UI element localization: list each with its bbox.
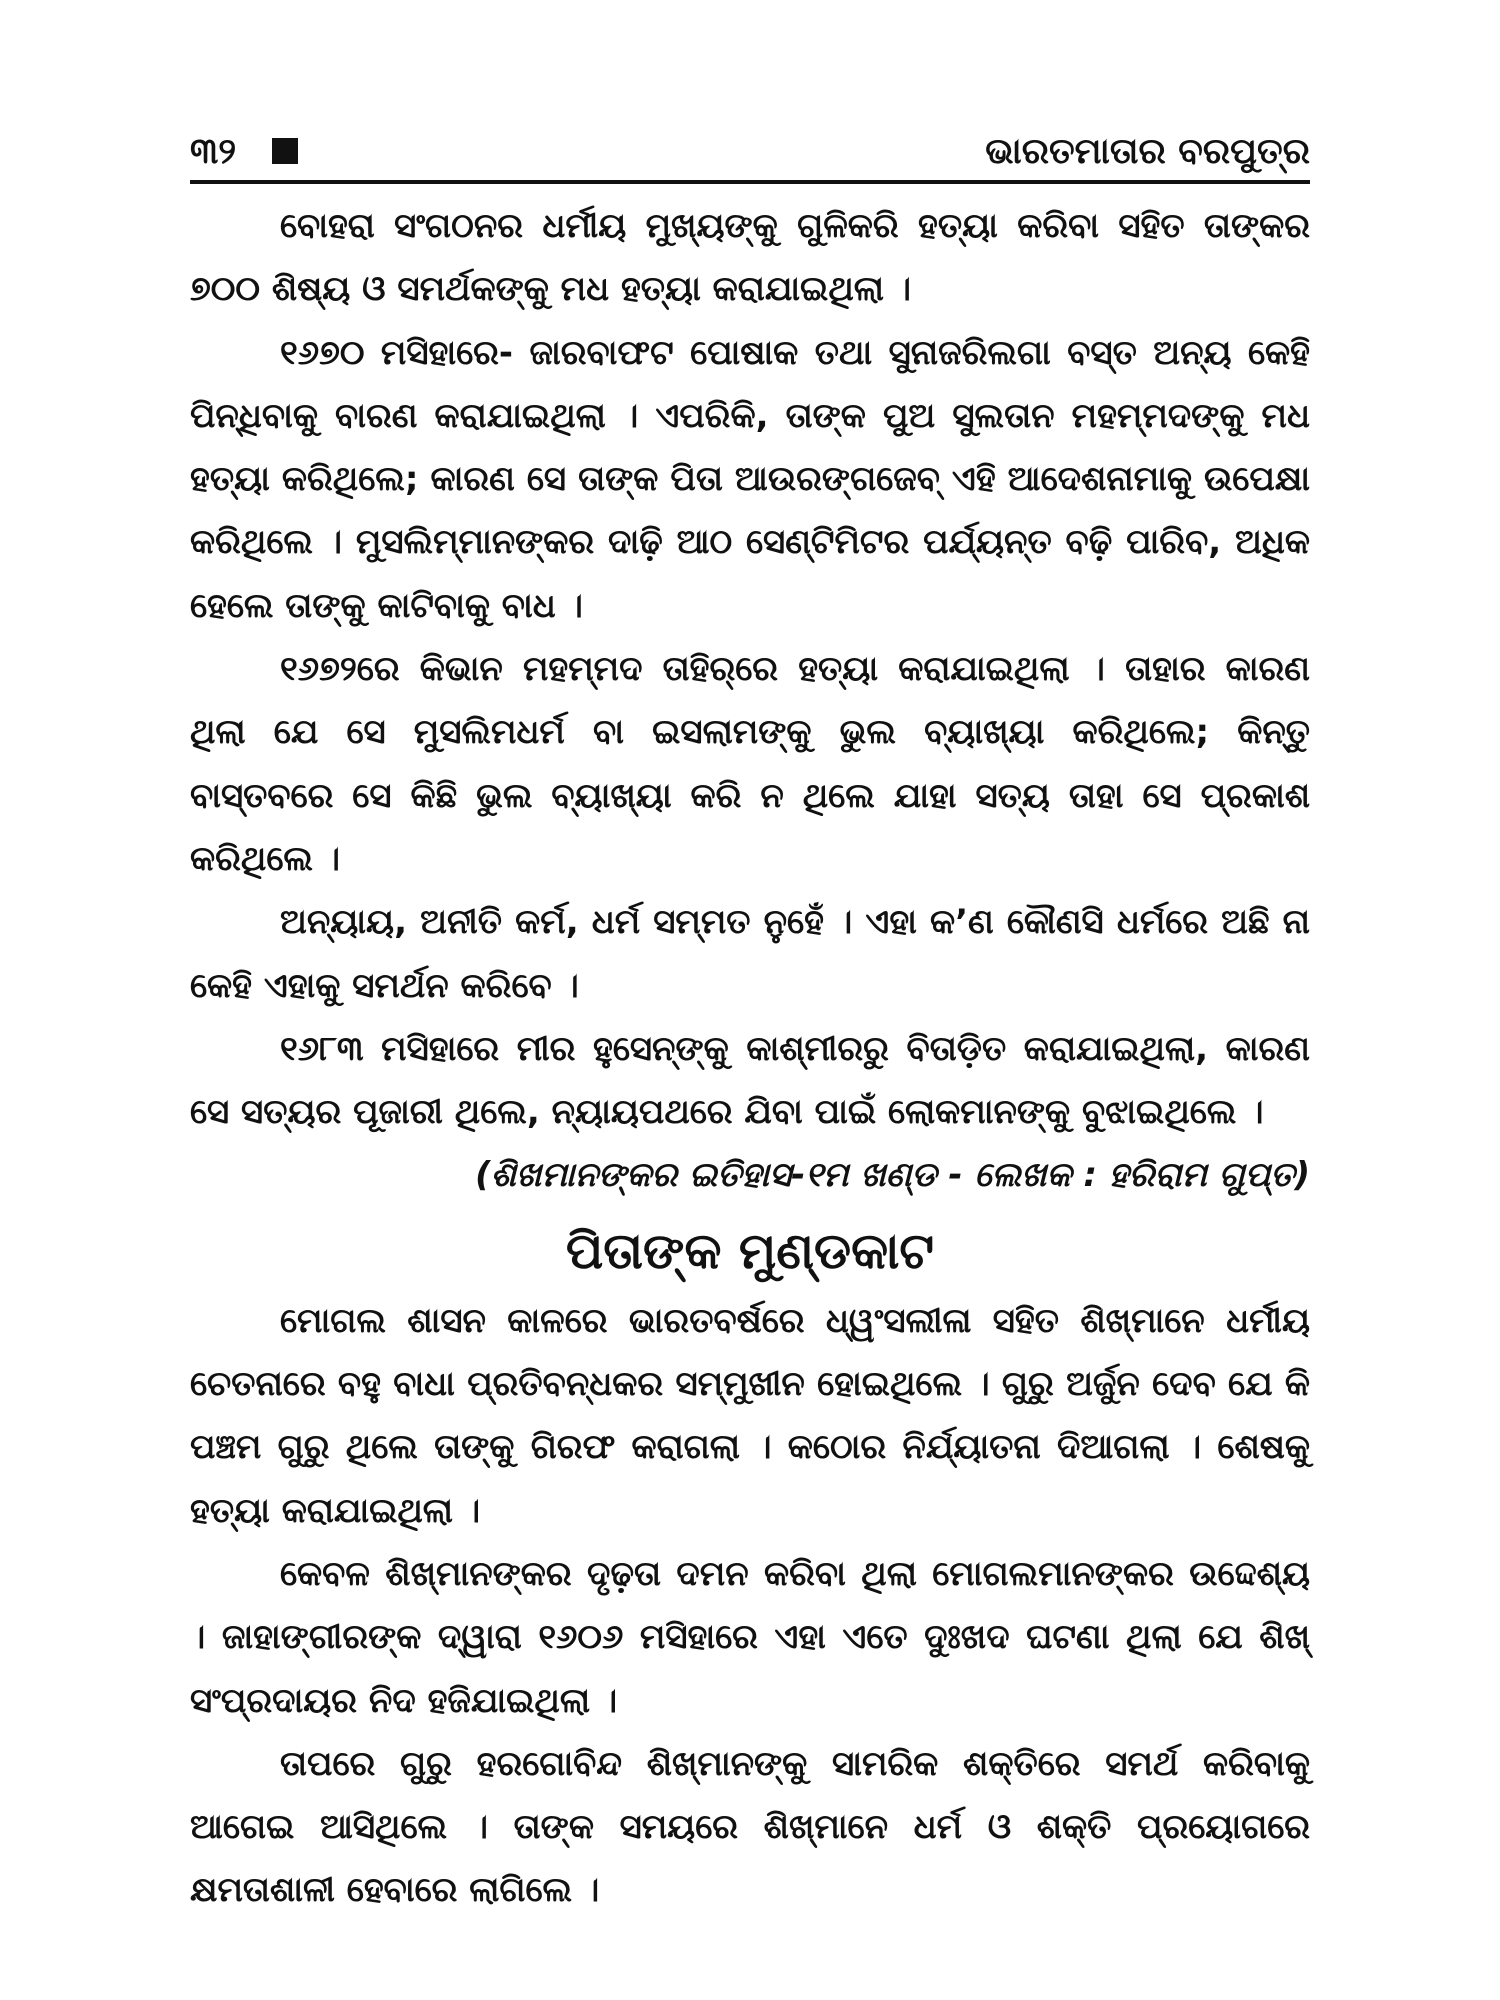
paragraph: ବୋହରା ସଂଗଠନର ଧର୍ମୀୟ ମୁଖ୍ୟଙ୍କୁ ଗୁଳିକରି ହତ୍ୟା କରିବା ସହିତ ତାଙ୍କର ୭୦୦ ଶିଷ୍ୟ ଓ ସମର୍ଥକଙ୍କୁ ମଧ ହତ୍ୟା କରାଯାଇଥିଲା । <box>190 206 1310 310</box>
paragraph: ତାପରେ ଗୁରୁ ହରଗୋବିନ୍ଦ ଶିଖ୍‌ମାନଙ୍କୁ ସାମରିକ ଶକ୍ତିରେ ସମର୍ଥ କରିବାକୁ ଆଗେଇ ଆସିଥିଲେ । ତାଙ୍କ ସମୟରେ ଶିଖ୍‌ମାନେ ଧର୍ମ ଓ ଶକ୍ତି ପ୍ରୟୋଗରେ କ୍ଷମତାଶାଳୀ ହେବାରେ ଲାଗିଲେ । <box>190 1743 1310 1911</box>
page-body <box>190 195 1310 1923</box>
citation: (ଶିଖମାନଙ୍କର ଇତିହାସ-୧ମ ଖଣ୍ଡ - ଲେଖକ : ହରିରାମ ଗୁପ୍ତ) <box>475 1155 1310 1196</box>
paragraph: ୧୬୭୦ ମସିହାରେ- ଜାରବାଫଟ ପୋଷାକ ତଥା ସୁନାଜରିଲଗା ବସ୍ତ ଅନ୍ୟ କେହି ପିନ୍ଧିବାକୁ ବାରଣ କରାଯାଇଥିଲା । ଏପରିକି, ତାଙ୍କ ପୁଅ ସୁଲତାନ ମହମ୍ମଦଙ୍କୁ ମଧ ହତ୍ୟା କରିଥିଲେ; କାରଣ ସେ ତାଙ୍କ ପିତା ଆଉରଙ୍ଗଜେବ୍ ଏହି ଆଦେଶନାମାକୁ ଉପେକ୍ଷା କରିଥିଲେ । ମୁସଲିମ୍‌ମାନଙ୍କର ଦାଢ଼ି ଆଠ ସେଣ୍ଟିମିଟର ପର୍ଯ୍ୟନ୍ତ ବଢ଼ି ପାରିବ, ଅଧିକ ହେଲେ ତାଙ୍କୁ କାଟିବାକୁ ବାଧ । <box>190 332 1310 626</box>
page-number: ୩୨ <box>190 131 237 172</box>
square-bullet-icon <box>272 138 298 164</box>
page-header <box>190 128 1310 182</box>
paragraph: ୧୬୭୨ରେ କିଭାନ ମହମ୍ମଦ ତାହିର୍‌ରେ ହତ୍ୟା କରାଯାଇଥିଲା । ତାହାର କାରଣ ଥିଲା ଯେ ସେ ମୁସଲିମଧର୍ମ ବା ଇସଲାମଙ୍କୁ ଭୁଲ ବ୍ୟାଖ୍ୟା କରିଥିଲେ; କିନ୍ତୁ ବାସ୍ତବରେ ସେ କିଛି ଭୁଲ ବ୍ୟାଖ୍ୟା କରି ନ ଥିଲେ ଯାହା ସତ୍ୟ ତାହା ସେ ପ୍ରକାଶ କରିଥିଲେ । <box>190 649 1310 879</box>
header-rule <box>190 180 1310 184</box>
paragraph: ମୋଗଲ ଶାସନ କାଳରେ ଭାରତବର୍ଷରେ ଧ୍ୱଂସଲୀଳା ସହିତ ଶିଖ୍‌ମାନେ ଧର୍ମୀୟ ଚେତନାରେ ବହୁ ବାଧା ପ୍ରତିବନ୍ଧକର ସମ୍ମୁଖୀନ ହୋଇଥିଲେ । ଗୁରୁ ଅର୍ଜୁନ ଦେବ ଯେ କି ପଞ୍ଚମ ଗୁରୁ ଥିଲେ ତାଙ୍କୁ ଗିରଫ କରାଗଲା । କଠୋର ନିର୍ଯ୍ୟାତନା ଦିଆଗଲା । ଶେଷକୁ ହତ୍ୟା କରାଯାଇଥିଲା । <box>190 1300 1310 1531</box>
paragraph: କେବଳ ଶିଖ୍‌ମାନଙ୍କର ଦୃଢ଼ତା ଦମନ କରିବା ଥିଲା ମୋଗଲମାନଙ୍କର ଉଦ୍ଦେଶ୍ୟ । ଜାହାଙ୍ଗୀରଙ୍କ ଦ୍ୱାରା ୧୬୦୬ ମସିହାରେ ଏହା ଏତେ ଦୁଃଖଦ ଘଟଣା ଥିଲା ଯେ ଶିଖ୍ ସଂପ୍ରଦାୟର ନିଦ ହଜିଯାଇଥିଲା । <box>190 1553 1310 1721</box>
paragraph: ୧୬୮୩ ମସିହାରେ ମୀର ହୁସେନ୍‌ଙ୍କୁ କାଶ୍ମୀରରୁ ବିତାଡ଼ିତ କରାଯାଇଥିଲା, କାରଣ ସେ ସତ୍ୟର ପୂଜାରୀ ଥିଲେ, ନ୍ୟାୟପଥରେ ଯିବା ପାଇଁ ଲୋକମାନଙ୍କୁ ବୁଝାଇଥିଲେ । <box>190 1028 1310 1133</box>
paragraph: ଅନ୍ୟାୟ, ଅନୀତି କର୍ମ, ଧର୍ମ ସମ୍ମତ ନୁହେଁ । ଏହା କ’ଣ କୌଣସି ଧର୍ମରେ ଅଛି ନା କେହି ଏହାକୁ ସମର୍ଥନ କରିବେ । <box>190 902 1310 1006</box>
section-heading: ପିତାଙ୍କ ମୁଣ୍ଡକାଟ <box>565 1221 935 1280</box>
running-title: ଭାରତମାତାର ବରପୁତ୍ର <box>985 131 1310 172</box>
